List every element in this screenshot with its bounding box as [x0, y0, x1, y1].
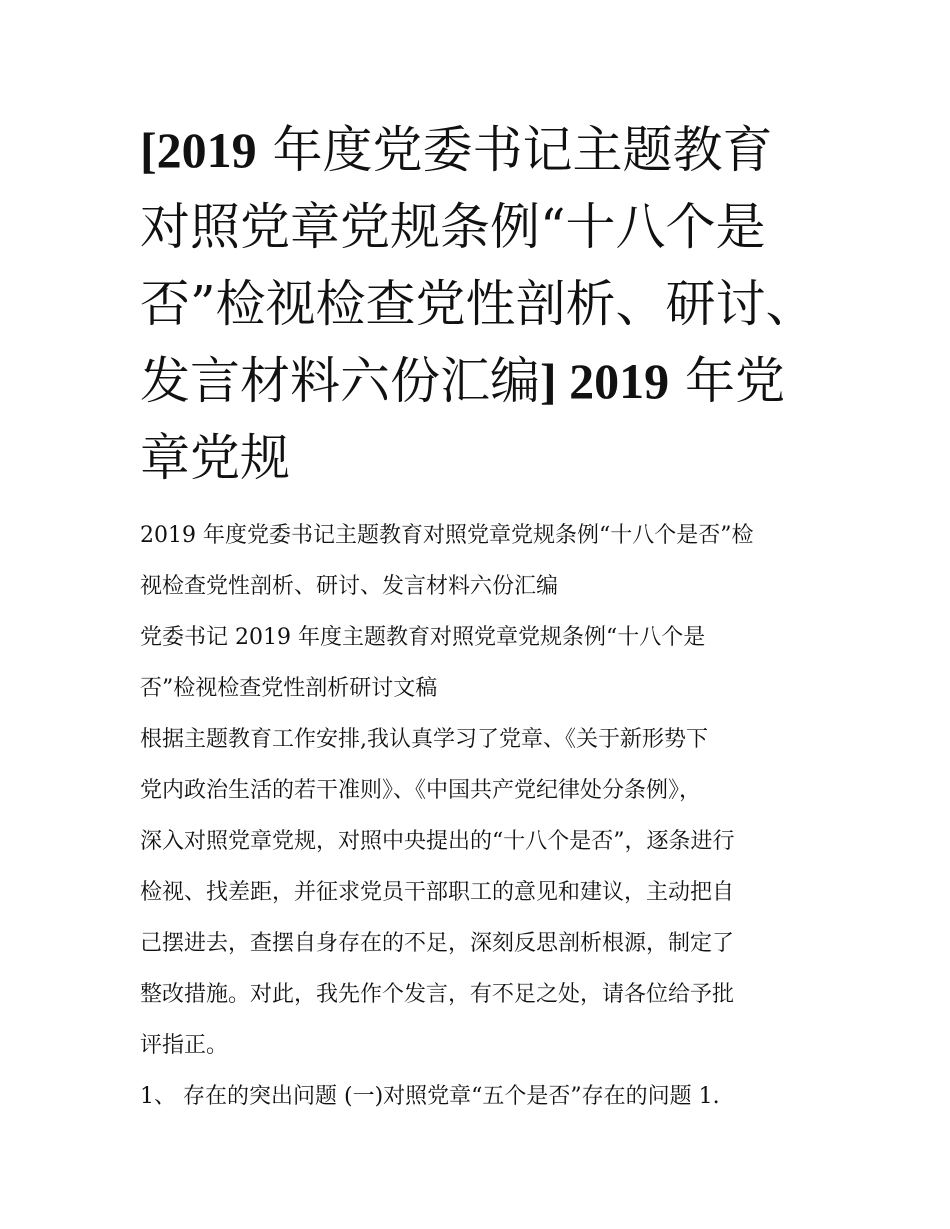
title-line-5: 章党规 [140, 429, 290, 487]
title-year-bold: [2019 [140, 122, 257, 178]
paragraph-line: 整改措施。对此，我先作个发言，有不足之处，请各位给予批 [140, 982, 735, 1007]
paragraph-line: 党内政治生活的若干准则》、《中国共产党纪律处分条例》， [140, 778, 702, 803]
title-line-3: 否”检视检查党性剖析、研讨、 [140, 275, 816, 333]
title-line-1: [2019 年度党委书记主题教育 [140, 121, 773, 179]
section-heading-line-1: 党委书记 2019 年度主题教育对照党章党规条例“十八个是 [140, 625, 706, 650]
paragraph-line: 评指正。 [140, 1033, 229, 1058]
title-line-2: 对照党章党规条例“十八个是 [140, 198, 766, 256]
subtitle-line-1: 2019 年度党委书记主题教育对照党章党规条例“十八个是否”检 [140, 523, 754, 548]
subtitle-line-2: 视检查党性剖析、研讨、发言材料六份汇编 [140, 574, 559, 599]
paragraph-line: 己摆进去，查摆自身存在的不足，深刻反思剖析根源，制定了 [140, 931, 735, 956]
document-body [140, 510, 830, 1122]
paragraph-line: 深入对照党章党规，对照中央提出的“十八个是否”，逐条进行 [140, 829, 735, 854]
document-title [140, 112, 820, 497]
title-bracket-year-bold: ] 2019 [540, 353, 670, 409]
list-item-problems: 1、 存在的突出问题 (一)对照党章“五个是否”存在的问题 1. [140, 1084, 720, 1109]
section-heading-line-2: 否”检视检查党性剖析研讨文稿 [140, 676, 438, 701]
paragraph-line: 根据主题教育工作安排,我认真学习了党章、《关于新形势下 [140, 727, 708, 752]
paragraph-line: 检视、找差距，并征求党员干部职工的意见和建议，主动把自 [140, 880, 735, 905]
title-line-4: 发言材料六份汇编] 2019 年党 [140, 352, 786, 410]
